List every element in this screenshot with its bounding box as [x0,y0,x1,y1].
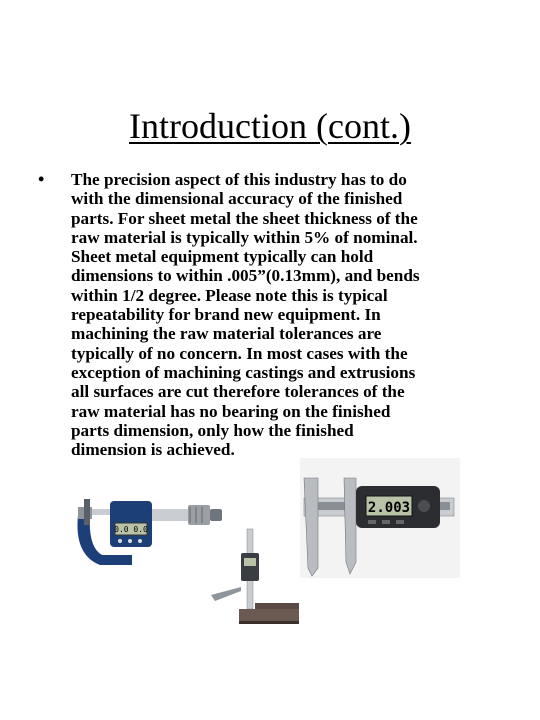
caliper-readout: 2.003 [367,500,411,516]
caliper-image [300,458,460,578]
body-text: The precision aspect of this industry has to do with the dimensional accuracy of the finished parts. For sheet metal the sheet thickness of the raw material is typically within 5% of nominal. Sheet metal equipment typically can hold dimensions to within .005”(0.13mm), and bends within 1/2 degree. Please note this is typical repeatability for brand new equipment. In machining the raw material tolerances are typically of no concern. In most cases with the exception of machining castings and extrusions all surfaces are cut therefore tolerances of the raw material has no bearing on the finished parts dimension, only how the finished dimension is achieved. [71,170,420,460]
caliper-button [418,500,430,512]
micrometer-sleeve [152,509,188,521]
height-gauge-image [205,525,305,630]
slide-title: Introduction (cont.) [129,106,411,146]
micrometer-readout: 0.0 0.0 [114,525,148,534]
micrometer-ratchet [210,509,222,521]
bullet-marker: • [38,169,45,189]
height-gauge-slider [241,553,259,581]
caliper-moving-jaw [344,478,356,574]
micrometer-thimble [188,505,210,525]
micrometer-spindle [92,509,112,515]
micrometer-disc [84,499,90,525]
height-gauge-scriber [211,587,241,601]
height-gauge-lcd [244,558,256,566]
